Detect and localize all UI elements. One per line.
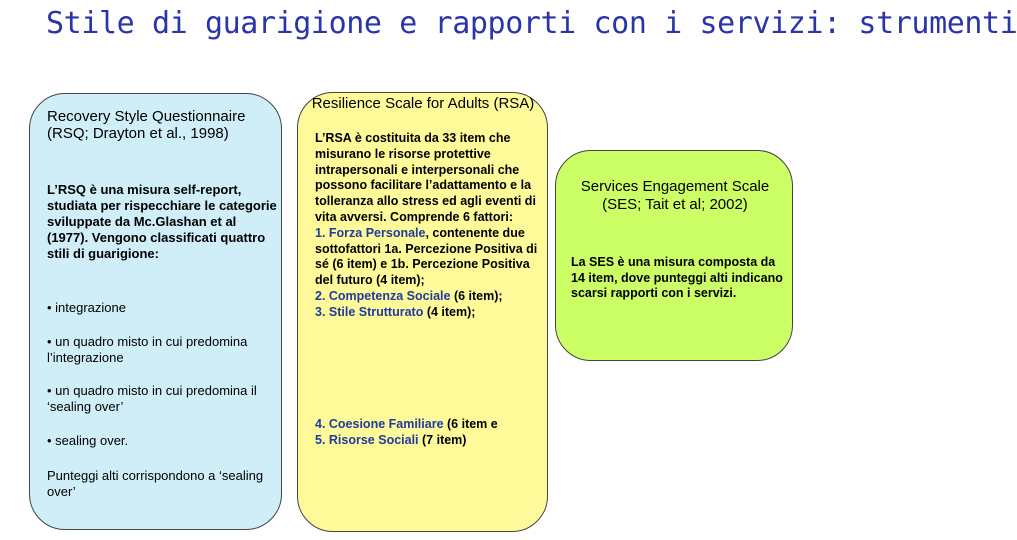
rsa-factor-4-name: 4. Coesione Familiare — [315, 417, 444, 431]
rsa-factor-5-detail: (7 item) — [418, 432, 467, 447]
ses-description: La SES è una misura composta da 14 item, dove punteggi alti indicano scarsi rapporti con i servizi. — [571, 255, 783, 300]
rsa-body — [315, 131, 543, 321]
ses-title: Services Engagement Scale (SES; Tait et al; 2002) — [580, 178, 770, 213]
rsq-panel — [29, 93, 282, 530]
rsa-factor-1-detail: , contenente due sottofattori 1a. Percezione Positiva di sé (6 item) e 1b. Percezione Positiva del futuro (4 item); — [315, 225, 538, 288]
rsq-style-3: • un quadro misto in cui predomina il ‘sealing over’ — [47, 383, 257, 414]
rsq-footer: Punteggi alti corrispondono a ‘sealing over’ — [47, 468, 264, 499]
rsq-title: Recovery Style Questionnaire (RSQ; Drayton et al., 1998) — [47, 108, 246, 142]
rsa-factor-4-detail: (6 item e — [443, 417, 498, 431]
rsa-factor-1-name: 1. Forza Personale — [315, 225, 426, 240]
rsq-style-4: • sealing over. — [47, 433, 129, 448]
rsa-factor-2-detail: (6 item); — [450, 288, 503, 303]
rsa-factor-3-name: 3. Stile Strutturato — [315, 304, 424, 319]
rsa-title: Resilience Scale for Adults (RSA) — [311, 95, 535, 112]
rsa-intro: L’RSA è costituita da 33 item che misurano le risorse protettive intrapersonali e interpersonali che possono facilitare l’adattamento e la tolleranza allo stress ed agli eventi di vita avversi. Comprende 6 fattori: — [315, 131, 536, 224]
rsq-style-1: • integrazione — [47, 300, 126, 315]
rsq-description: L’RSQ è una misura self-report, studiata per rispecchiare le categorie sviluppate da Mc.Glashan et al (1977). Vengono classificati quattro stili di guarigione: — [47, 182, 277, 261]
rsa-factor-5-name: 5. Risorse Sociali — [315, 432, 419, 447]
rsq-style-2: • un quadro misto in cui predomina l’integrazione — [47, 334, 248, 365]
ses-panel — [555, 150, 793, 361]
rsa-tail — [315, 417, 543, 449]
page-title: Stile di guarigione e rapporti con i servizi: strumenti — [46, 6, 1017, 41]
rsa-factor-2-name: 2. Competenza Sociale — [315, 288, 451, 303]
rsa-factor-3-detail: (4 item); — [423, 304, 476, 319]
rsa-panel — [297, 92, 548, 532]
